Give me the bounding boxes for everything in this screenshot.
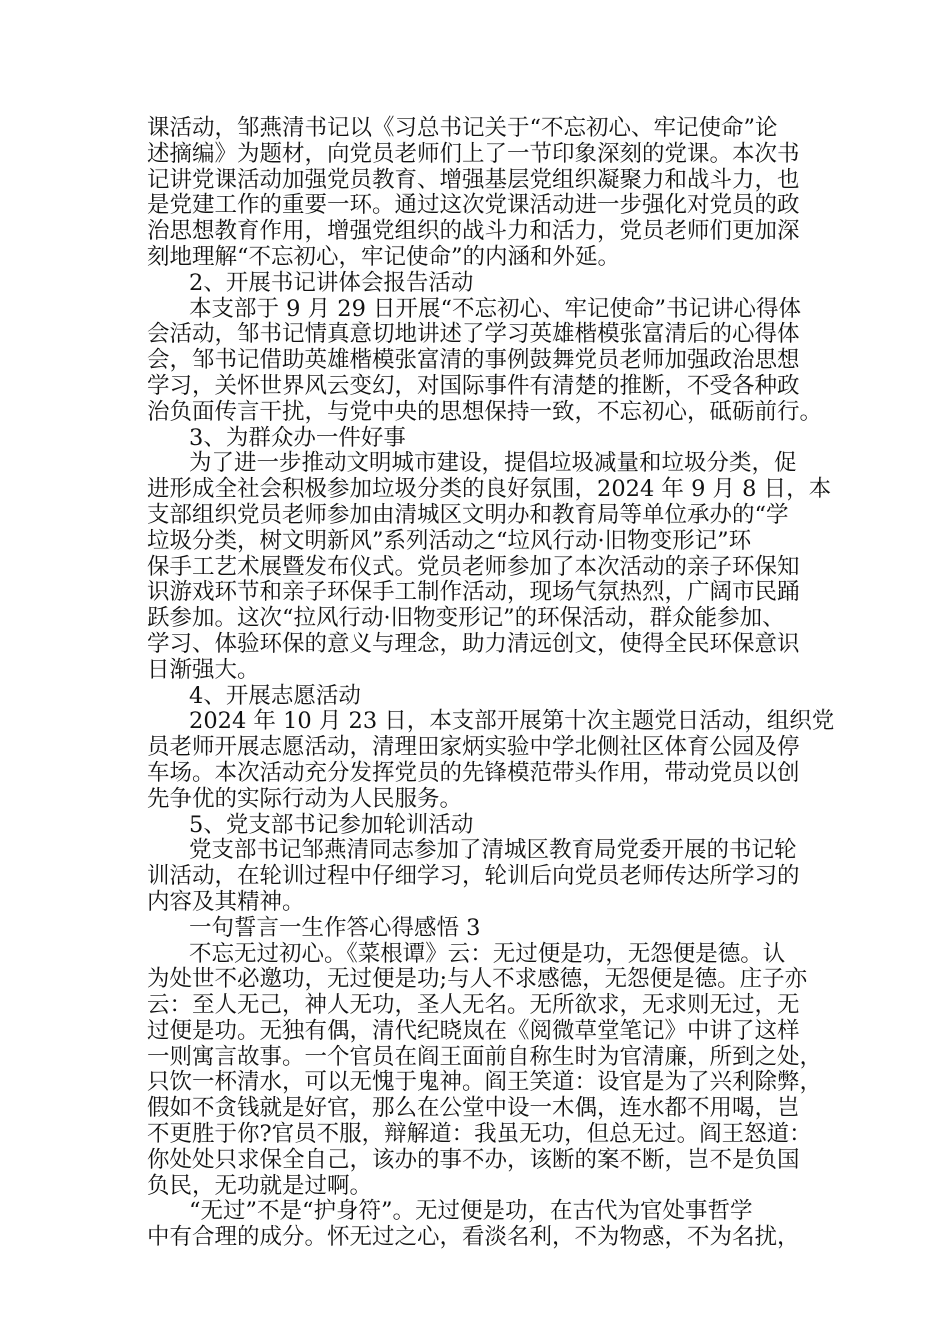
text-line: 5、党支部书记参加轮训活动 xyxy=(189,811,474,838)
text-line: 会活动，邹书记情真意切地讲述了学习英雄楷模张富清后的心得体 xyxy=(147,321,800,348)
text-line: 记讲党课活动加强党员教育、增强基层党组织凝聚力和战斗力，也 xyxy=(147,166,800,193)
text-line: 学习，关怀世界风云变幻，对国际事件有清楚的推断，不受各种政 xyxy=(147,372,800,399)
document-body xyxy=(147,115,835,1251)
text-line: 学习、体验环保的意义与理念，助力清远创文，使得全民环保意识 xyxy=(147,630,800,657)
text-line: 云：至人无己，神人无功，圣人无名。无所欲求，无求则无过，无 xyxy=(147,992,800,1019)
text-line: 内容及其精神。 xyxy=(147,888,305,915)
text-line: 2024 年 10 月 23 日，本支部开展第十次主题党日活动，组织党 xyxy=(189,708,835,735)
text-line: 假如不贪钱就是好官，那么在公堂中设一木偶，连水都不用喝，岂 xyxy=(147,1095,800,1122)
text-line: 为了进一步推动文明城市建设，提倡垃圾减量和垃圾分类，促 xyxy=(189,450,797,477)
text-line: 先争优的实际行动为人民服务。 xyxy=(147,785,463,812)
text-line: 支部组织党员老师参加由清城区文明办和教育局等单位承办的“学 xyxy=(147,501,789,528)
text-line: 刻地理解“不忘初心，牢记使命”的内涵和外延。 xyxy=(147,243,621,270)
text-line: 日渐强大。 xyxy=(147,656,260,683)
text-line: 识游戏环节和亲子环保手工制作活动，现场气氛热烈，广阔市民踊 xyxy=(147,579,800,606)
text-line: 党支部书记邹燕清同志参加了清城区教育局党委开展的书记轮 xyxy=(189,837,797,864)
text-line: 4、开展志愿活动 xyxy=(189,682,361,709)
text-line: 只饮一杯清水，可以无愧于鬼神。阎王笑道：设官是为了兴利除弊， xyxy=(147,1069,823,1096)
text-line: 负民，无功就是过啊。 xyxy=(147,1172,373,1199)
text-line: 员老师开展志愿活动，清理田家炳实验中学北侧社区体育公园及停 xyxy=(147,734,800,761)
text-line: 为处世不必邀功，无过便是功;与人不求感德，无怨便是德。庄子亦 xyxy=(147,966,808,993)
text-line: 中有合理的成分。怀无过之心，看淡名利，不为物惑，不为名扰， xyxy=(147,1224,800,1251)
text-line: “无过”不是“护身符”。无过便是功，在古代为官处事哲学 xyxy=(189,1198,753,1225)
text-line: 进形成全社会积极参加垃圾分类的良好氛围，2024 年 9 月 8 日，本 xyxy=(147,476,832,503)
text-line: 课活动，邹燕清书记以《习总书记关于“不忘初心、牢记使命”论 xyxy=(147,115,778,141)
text-line: 保手工艺术展暨发布仪式。党员老师参加了本次活动的亲子环保知 xyxy=(147,553,800,580)
text-line: 2、开展书记讲体会报告活动 xyxy=(189,269,474,296)
text-line: 不忘无过初心。《菜根谭》云：无过便是功，无怨便是德。认 xyxy=(189,940,786,967)
text-line: 跃参加。这次“拉风行动·旧物变形记”的环保活动，群众能参加、 xyxy=(147,605,785,632)
text-line: 会，邹书记借助英雄楷模张富清的事例鼓舞党员老师加强政治思想 xyxy=(147,347,800,374)
text-line: 不更胜于你?官员不服，辩解道：我虽无功，但总无过。阎王怒道： xyxy=(147,1121,812,1148)
text-line: 治负面传言干扰，与党中央的思想保持一致，不忘初心，砥砺前行。 xyxy=(147,398,823,425)
text-line: 你处处只求保全自己，该办的事不办，该断的案不断，岂不是负国 xyxy=(147,1146,800,1173)
text-line: 过便是功。无独有偶，清代纪晓岚在《阅微草堂笔记》中讲了这样 xyxy=(147,1017,800,1044)
text-line: 治思想教育作用，增强党组织的战斗力和活力，党员老师们更加深 xyxy=(147,218,800,245)
text-line: 一则寓言故事。一个官员在阎王面前自称生时为官清廉，所到之处， xyxy=(147,1043,823,1070)
text-line: 训活动，在轮训过程中仔细学习，轮训后向党员老师传达所学习的 xyxy=(147,863,800,890)
text-line: 一句誓言一生作答心得感悟 3 xyxy=(189,914,481,941)
text-line: 垃圾分类，树文明新风”系列活动之“垃风行动·旧物变形记”环 xyxy=(147,527,752,554)
text-line: 是党建工作的重要一环。通过这次党课活动进一步强化对党员的政 xyxy=(147,192,800,219)
text-line: 3、为群众办一件好事 xyxy=(189,424,406,451)
text-line: 本支部于 9 月 29 日开展“不忘初心、牢记使命”书记讲心得体 xyxy=(189,295,802,322)
text-line: 述摘编》为题材，向党员老师们上了一节印象深刻的党课。本次书 xyxy=(147,140,800,167)
text-line: 车场。本次活动充分发挥党员的先锋模范带头作用，带动党员以创 xyxy=(147,759,800,786)
